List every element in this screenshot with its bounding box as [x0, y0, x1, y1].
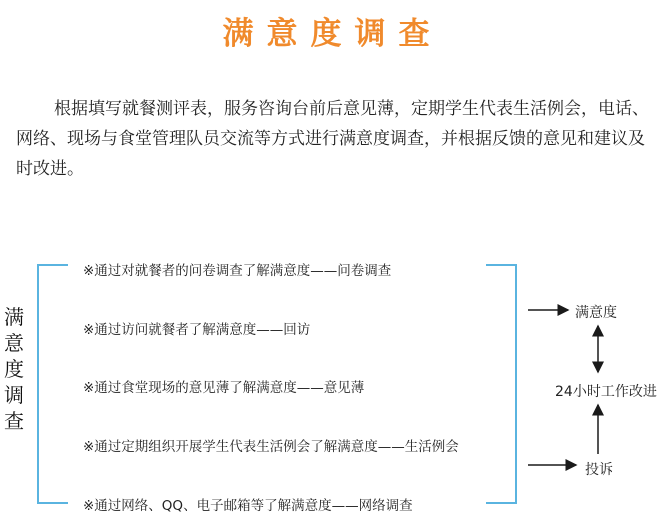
survey-item-feedback-book: ※通过食堂现场的意见薄了解满意度——意见薄 [83, 380, 365, 396]
survey-item-revisit: ※通过访问就餐者了解满意度——回访 [83, 322, 311, 338]
survey-item-online: ※通过网络、QQ、电子邮箱等了解满意度——网络调查 [83, 498, 413, 514]
survey-item-student-meeting: ※通过定期组织开展学生代表生活例会了解满意度——生活例会 [83, 439, 459, 455]
node-complaint: 投诉 [585, 462, 613, 478]
left-bracket [38, 265, 68, 503]
right-bracket [486, 265, 516, 503]
side-label: 满意度调查 [4, 305, 24, 433]
node-improvement: 24小时工作改进 [555, 384, 657, 400]
node-satisfaction: 满意度 [575, 305, 617, 321]
survey-item-questionnaire: ※通过对就餐者的问卷调查了解满意度——问卷调查 [83, 263, 392, 279]
intro-paragraph: 根据填写就餐测评表，服务咨询台前后意见薄，定期学生代表生活例会，电话、网络、现场与食堂管理队员交流等方式进行满意度调查，并根据反馈的意见和建议及时改进。 [16, 99, 649, 179]
page-title: 满意度调查 [222, 16, 443, 52]
